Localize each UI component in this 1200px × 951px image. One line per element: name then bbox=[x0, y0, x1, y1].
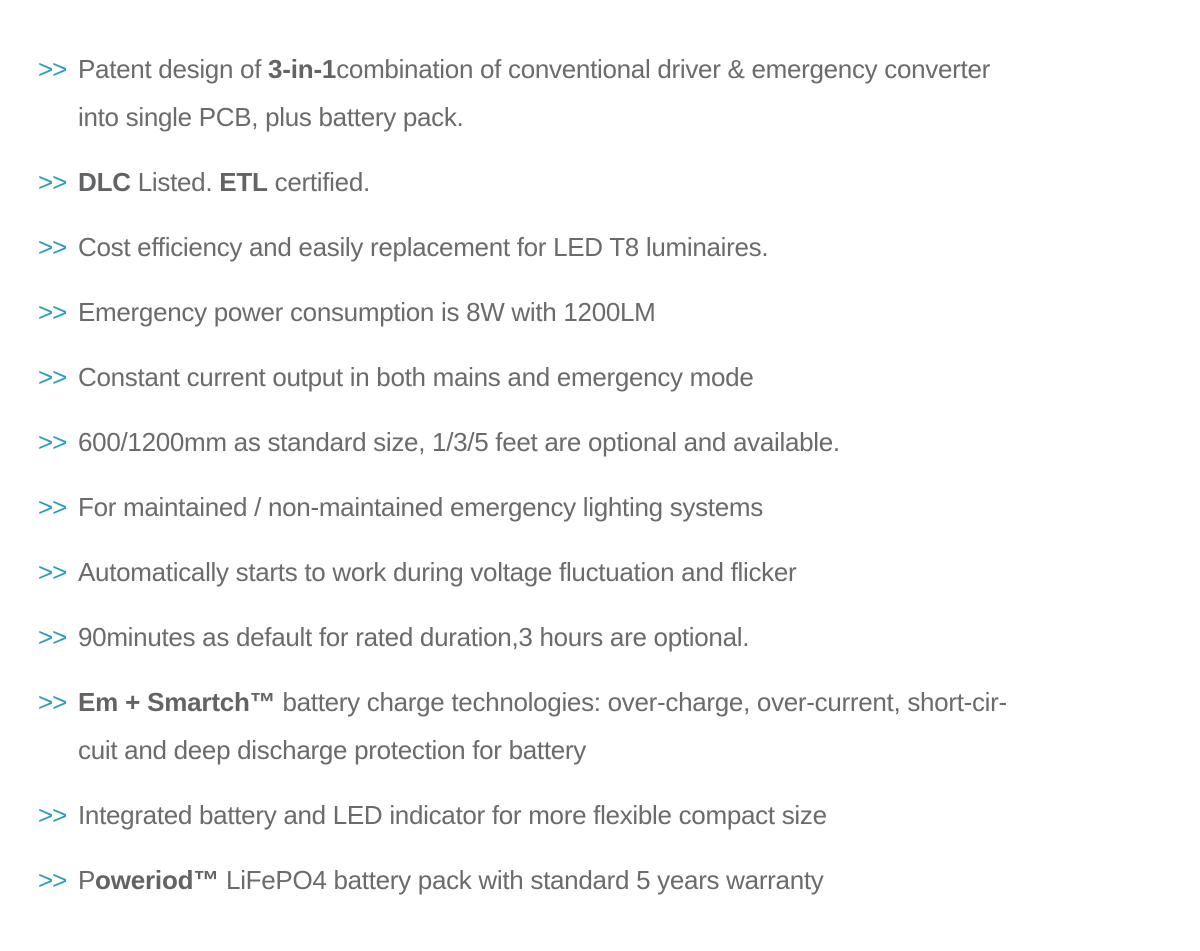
feature-text: Patent design of 3-in-1combination of conventional driver & emergency converter into single PCB, plus battery pack. bbox=[78, 54, 990, 132]
feature-text: 600/1200mm as standard size, 1/3/5 feet are optional and available. bbox=[78, 427, 840, 457]
double-chevron-bullet-icon: >> bbox=[38, 687, 67, 717]
feature-item bbox=[38, 613, 1160, 661]
feature-item bbox=[38, 791, 1160, 839]
feature-text: For maintained / non-maintained emergency lighting systems bbox=[78, 492, 763, 522]
double-chevron-bullet-icon: >> bbox=[38, 865, 67, 895]
feature-item bbox=[38, 856, 1160, 904]
feature-text: Automatically starts to work during voltage fluctuation and flicker bbox=[78, 557, 797, 587]
feature-item bbox=[38, 418, 1160, 466]
feature-text: DLC Listed. ETL certified. bbox=[78, 167, 370, 197]
feature-item bbox=[38, 158, 1160, 206]
feature-text: Constant current output in both mains and emergency mode bbox=[78, 362, 754, 392]
feature-item bbox=[38, 223, 1160, 271]
double-chevron-bullet-icon: >> bbox=[38, 232, 67, 262]
feature-text: Em + Smartch™ battery charge technologies: over-charge, over-current, short-cir- cuit and deep discharge protection for battery bbox=[78, 687, 1007, 765]
double-chevron-bullet-icon: >> bbox=[38, 297, 67, 327]
double-chevron-bullet-icon: >> bbox=[38, 800, 67, 830]
double-chevron-bullet-icon: >> bbox=[38, 362, 67, 392]
feature-text: Cost efficiency and easily replacement for LED T8 luminaires. bbox=[78, 232, 769, 262]
double-chevron-bullet-icon: >> bbox=[38, 54, 67, 84]
double-chevron-bullet-icon: >> bbox=[38, 167, 67, 197]
feature-text: Emergency power consumption is 8W with 1200LM bbox=[78, 297, 656, 327]
double-chevron-bullet-icon: >> bbox=[38, 492, 67, 522]
feature-text: Integrated battery and LED indicator for more flexible compact size bbox=[78, 800, 827, 830]
double-chevron-bullet-icon: >> bbox=[38, 427, 67, 457]
feature-text: 90minutes as default for rated duration,3 hours are optional. bbox=[78, 622, 750, 652]
feature-item bbox=[38, 353, 1160, 401]
feature-item bbox=[38, 548, 1160, 596]
double-chevron-bullet-icon: >> bbox=[38, 622, 67, 652]
double-chevron-bullet-icon: >> bbox=[38, 557, 67, 587]
feature-item bbox=[38, 678, 1160, 774]
feature-item bbox=[38, 45, 1160, 141]
feature-item bbox=[38, 288, 1160, 336]
feature-text: Poweriod™ LiFePO4 battery pack with standard 5 years warranty bbox=[78, 865, 824, 895]
feature-item bbox=[38, 483, 1160, 531]
